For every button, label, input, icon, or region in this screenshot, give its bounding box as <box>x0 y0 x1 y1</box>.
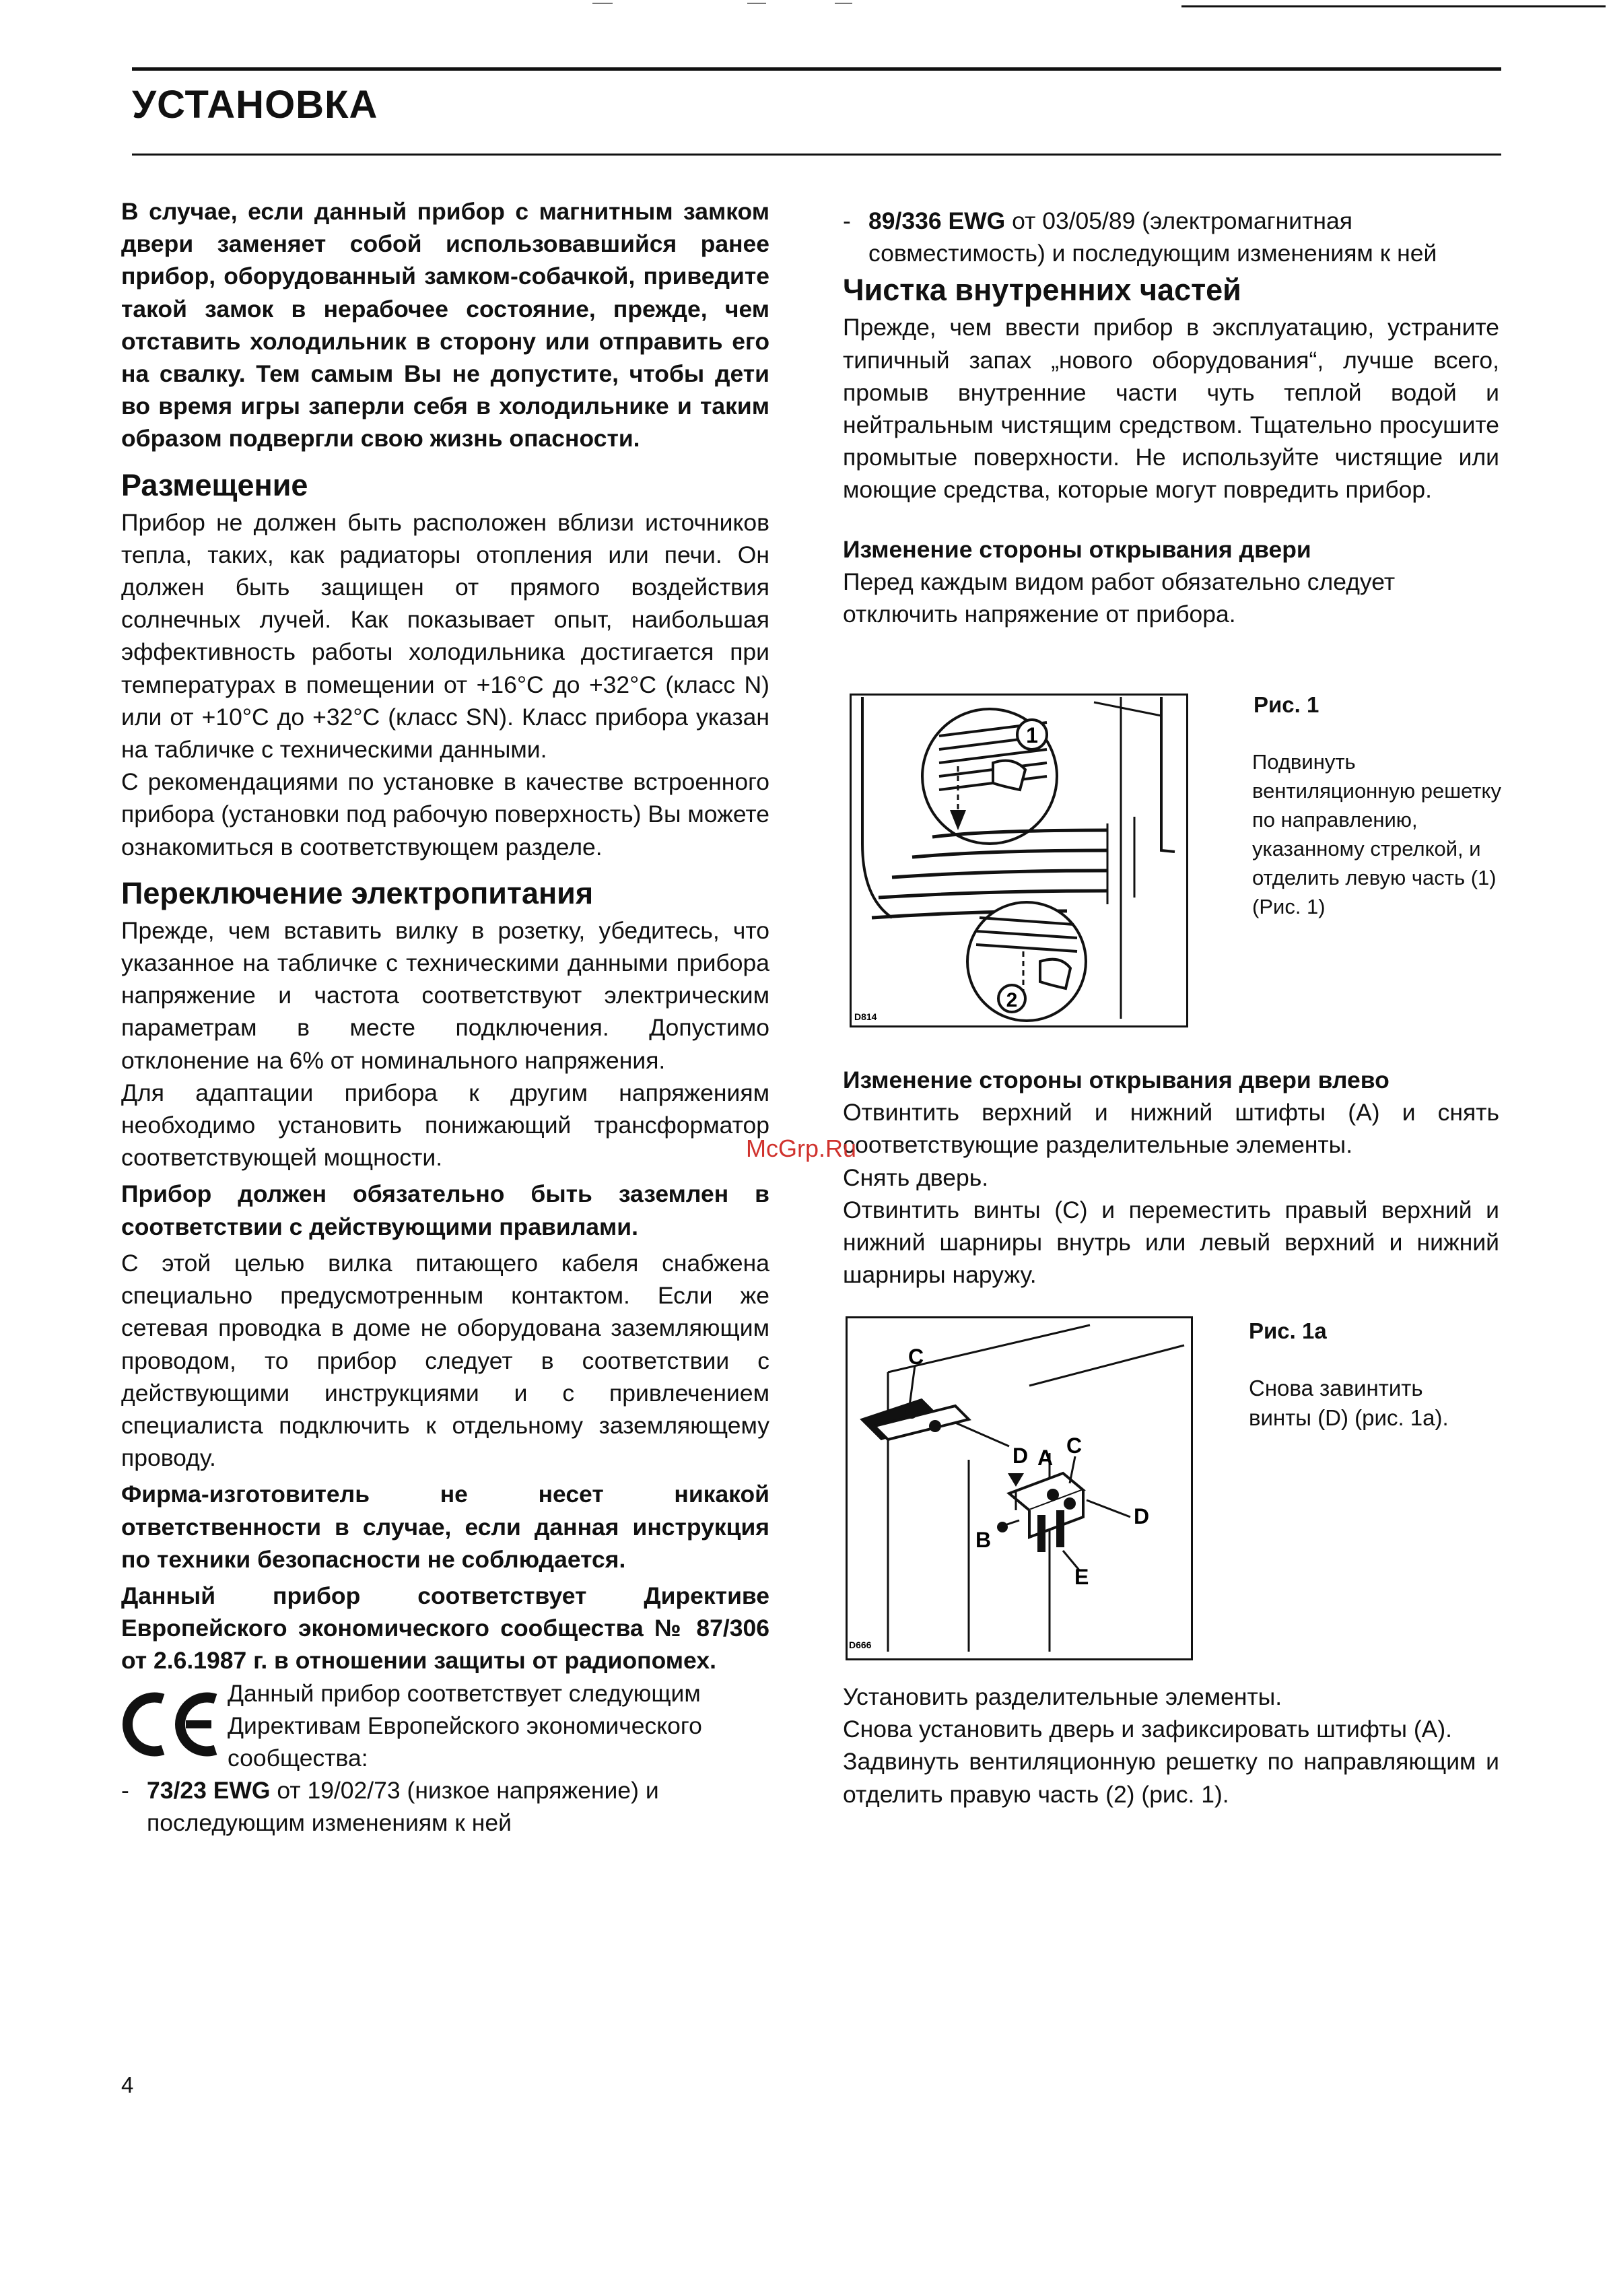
final-steps <box>843 1681 1499 1811</box>
label-d-top: D <box>1013 1444 1029 1468</box>
door-left-paragraph-1: Отвинтить верхний и нижний штифты (A) и снять соответствующие разделительные элементы. <box>843 1099 1499 1159</box>
directive-item: - 89/336 EWG от 03/05/89 (электромагнитная совместимость) и последующим изменениям к ней <box>843 207 1437 267</box>
directive-code: 89/336 EWG <box>868 207 1006 234</box>
figure-1 <box>850 694 1188 1027</box>
directive-text: от 19/02/73 (низкое напряжение) и последующим изменениям к ней <box>147 1777 659 1837</box>
callout-2: 2 <box>1006 989 1018 1011</box>
figure-code: D666 <box>849 1640 872 1650</box>
label-c-top: C <box>908 1345 924 1369</box>
scan-mark <box>747 3 766 4</box>
power-paragraph: Прежде, чем вставить вилку в розетку, убедитесь, что указанное на табличке с техническими данными прибора напряжение и частота соответствуют электрическим параметрам в месте подключения. Допустимо отклонение на 6% от номинального напряжения. <box>121 916 769 1074</box>
ce-paragraph: Данный прибор соответствует следующим Директивам Европейского экономического сообщества: <box>228 1679 702 1771</box>
figure-1a <box>846 1316 1193 1660</box>
scan-mark <box>835 3 852 4</box>
figure-1a-label: Рис. 1a <box>1249 1318 1327 1343</box>
final-step-1: Установить разделительные элементы. <box>843 1683 1282 1710</box>
label-d-bottom: D <box>1134 1504 1150 1528</box>
callout-1: 1 <box>1026 723 1038 747</box>
ce-mark-icon <box>121 1691 222 1758</box>
left-column <box>121 195 769 1839</box>
vent-grille-illustration <box>852 696 1186 1025</box>
door-paragraph: Перед каждым видом работ обязательно следует отключить напряжение от прибора. <box>843 568 1396 628</box>
cleaning-heading: Чистка внутренних частей <box>843 273 1241 308</box>
header-top-rule <box>132 67 1501 71</box>
scan-mark <box>592 3 613 4</box>
final-step-2: Снова установить дверь и зафиксировать штифты (A). <box>843 1716 1453 1743</box>
label-e: E <box>1074 1565 1089 1589</box>
grounding-notice: Прибор должен обязательно быть заземлен в соответствии с действующими правилами. <box>121 1180 769 1240</box>
directive-text: от 03/05/89 (электромагнитная совместимость) и последующим изменениям к ней <box>868 207 1437 267</box>
figure-code: D814 <box>854 1011 877 1022</box>
header-bottom-rule <box>132 154 1501 156</box>
ce-block <box>121 1677 769 1775</box>
emc-directive-notice: Данный прибор соответствует Директиве Европейского экономического сообщества № 87/306 от 2.6.1987 г. в отношении защиты от радиопомех. <box>121 1582 769 1675</box>
top-rule <box>1181 5 1606 7</box>
intro-warning: В случае, если данный прибор с магнитным замком двери заменяет собой использовавшийся ранее прибор, оборудованный замком-собачкой, приведите такой замок в нерабочее состояние, прежде, чем отставить холодильник в сторону или отправить его на свалку. Тем самым Вы не допустите, чтобы дети во время игры заперли себя в холодильнике и таким образом подвергли свою жизнь опасности. <box>121 198 769 452</box>
placement-heading: Размещение <box>121 467 308 502</box>
figure-1a-caption: Снова завинтить винты (D) (рис. 1a). <box>1249 1376 1449 1430</box>
cleaning-paragraph: Прежде, чем ввести прибор в эксплуатацию, устраните типичный запах „нового оборудования“, лучше всего, промыв внутренние части чуть теплой водой и нейтральным чистящим средством. Тщательно просушите промытые поверхности. Не используйте чистящие или моющие средства, которые могут повредить прибор. <box>843 314 1499 504</box>
door-heading: Изменение стороны открывания двери <box>843 535 1311 563</box>
label-b: B <box>975 1528 992 1552</box>
power-heading: Переключение электропитания <box>121 875 594 910</box>
figure-1-caption: Подвинуть вентиляционную решетку по направлению, указанному стрелкой, и отделить левую часть (1) (Рис. 1) <box>1252 750 1501 918</box>
placement-builtin-paragraph: С рекомендациями по установке в качестве встроенного прибора (установки под рабочую поверхность) Вы можете ознакомиться в соответствующем разделе. <box>121 768 769 860</box>
watermark: McGrp.Ru <box>746 1135 857 1162</box>
door-left-paragraph-3: Отвинтить винты (C) и переместить правый верхний и нижний шарниры внутрь или левый верхний и нижний шарниры наружу. <box>843 1196 1499 1289</box>
door-left-paragraph-2: Снять дверь. <box>843 1163 989 1191</box>
label-c-bottom: C <box>1066 1433 1083 1458</box>
door-left-heading: Изменение стороны открывания двери влево <box>843 1067 1389 1093</box>
hinge-illustration <box>848 1318 1191 1658</box>
figure-1-label: Рис. 1 <box>1254 692 1319 717</box>
grounding-paragraph: С этой целью вилка питающего кабеля снабжена специально предусмотренным контактом. Если же сетевая проводка в доме не оборудована заземляющим проводом, то прибор следует в соответствии с действующими инструкциями и с привлечением специалиста подключить к отдельному заземляющему проводу. <box>121 1249 769 1472</box>
label-a: A <box>1037 1446 1054 1470</box>
directive-item: - 73/23 EWG от 19/02/73 (низкое напряжение) и последующим изменениям к ней <box>121 1777 659 1837</box>
final-step-3: Задвинуть вентиляционную решетку по направляющим и отделить правую часть (2) (рис. 1). <box>843 1748 1499 1808</box>
right-column <box>843 205 1499 630</box>
door-left-section <box>843 1064 1499 1291</box>
placement-paragraph: Прибор не должен быть расположен вблизи источников тепла, таких, как радиаторы отопления или печи. Он должен быть защищен от прямого воздействия солнечных лучей. Как показывает опыт, наибольшая эффективность работы холодильника достигается при температурах в помещении от +16°C до +32°C (класс N) или от +10°C до +32°C (класс SN). Класс прибора указан на табличке с техническими данными. <box>121 508 769 764</box>
transformer-paragraph: Для адаптации прибора к другим напряжениям необходимо установить понижающий трансформатор соответствующей мощности. <box>121 1079 769 1172</box>
directive-code: 73/23 EWG <box>147 1777 271 1804</box>
liability-notice: Фирма-изготовитель не несет никакой ответственности в случае, если данная инструкция по техники безопасности не соблюдается. <box>121 1481 769 1573</box>
page-title: УСТАНОВКА <box>132 83 378 127</box>
page-number: 4 <box>121 2072 134 2097</box>
